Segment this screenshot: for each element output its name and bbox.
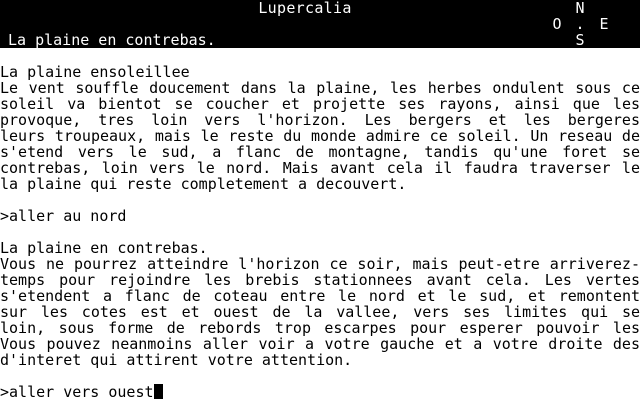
blank-line [0, 224, 640, 240]
status-bar [0, 0, 640, 48]
description-line: s'etendent a flanc de coteau entre le nord et le sud, et remontent [0, 288, 640, 304]
compass-center: . [575, 15, 585, 33]
game-title: Lupercalia [258, 0, 352, 17]
description-line: Vous pouvez neanmoins aller voir a votre gauche et a votre droite des [0, 336, 640, 352]
current-location: La plaine en contrebas. [8, 31, 216, 49]
compass-north-exit: N [575, 0, 585, 17]
blank-line [0, 368, 640, 384]
description-line: s'etend vers le sud, a flanc de montagne, tandis qu'une foret se [0, 144, 640, 160]
room-description [0, 80, 640, 192]
game-transcript [0, 64, 640, 400]
blank-line [0, 192, 640, 208]
command-input[interactable]: >aller vers ouest [0, 384, 154, 400]
player-command: >aller au nord [0, 208, 127, 224]
description-line: Vous ne pourrez atteindre l'horizon ce soir, mais peut-etre arriverez- [0, 256, 640, 272]
compass-west-exit: O [552, 15, 562, 33]
text-cursor [154, 384, 163, 399]
command-input-line[interactable] [0, 384, 640, 400]
room-title: La plaine en contrebas. [0, 240, 208, 256]
description-line: Le vent souffle doucement dans la plaine, les herbes ondulent sous ce [0, 80, 640, 96]
description-line: leurs troupeaux, mais le reste du monde admire ce soleil. Un reseau de [0, 128, 640, 144]
description-line: soleil va bientot se coucher et projette ses rayons, ainsi que les [0, 96, 640, 112]
room-description [0, 256, 640, 368]
room-title: La plaine ensoleillee [0, 64, 190, 80]
description-line: sur les cotes est et ouest de la vallee, vers ses limites qui se [0, 304, 640, 320]
description-line: loin, sous forme de rebords trop escarpes pour esperer pouvoir les [0, 320, 640, 336]
compass-south-exit: S [575, 31, 585, 49]
compass-east-exit: E [599, 15, 609, 33]
description-line: provoque, tres loin vers l'horizon. Les bergers et les bergeres [0, 112, 640, 128]
description-line: la plaine qui reste completement a decouvert. [0, 176, 407, 192]
description-line: d'interet qui attirent votre attention. [0, 352, 353, 368]
description-line: temps pour rejoindre les brebis stationnees avant cela. Les vertes [0, 272, 640, 288]
description-line: contrebas, loin vers le nord. Mais avant cela il faudra traverser le [0, 160, 640, 176]
